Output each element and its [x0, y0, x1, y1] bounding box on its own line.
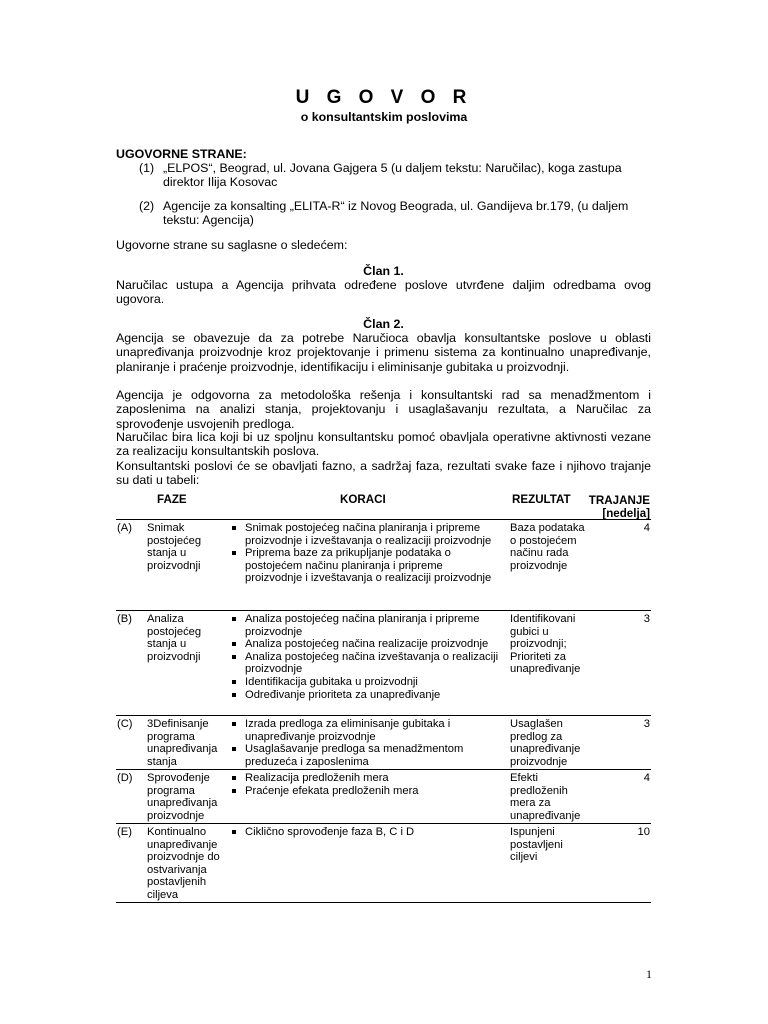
clan2-paragraph: Agencija se obavezuje da za potrebe Naručioca obavlja konsultantske poslove u oblasti unapređivanja proizvodnje kroz projektovanje i primenu sistema za kontinualno unapređivanje, planiranje i praćenje proizvodnje, identifikaciju i eliminisanje gubitaka u proizvodnji. [116, 331, 651, 374]
row-rezultat: Efekti predloženih mera za unapređivanje [510, 772, 581, 822]
list-item: Određivanje prioriteta za unapređivanje [230, 689, 502, 702]
list-item: Analiza postojećeg načina realizacije proizvodnje [230, 638, 502, 651]
header-trajanje-unit: [nedelja] [602, 507, 650, 520]
row-koraci [230, 613, 502, 701]
document-title: U G O V O R [295, 87, 473, 108]
table-row [116, 716, 651, 770]
clan1-heading: Član 1. [363, 264, 404, 278]
row-trajanje: 3 [643, 613, 650, 625]
row-koraci [230, 772, 502, 797]
list-item: Analiza postojećeg načina izveštavanja o realizaciji proizvodnje [230, 651, 502, 676]
row-id: (E) [117, 826, 132, 838]
row-faza: Snimak postojećeg stanja u proizvodnji [147, 522, 202, 572]
row-koraci [230, 718, 502, 768]
table-row [116, 770, 651, 824]
page-number: 1 [646, 967, 652, 981]
row-rezultat: Ispunjeni postavljeni ciljevi [510, 826, 563, 864]
row-rezultat: Usaglašen predlog za unapređivanje proizvodnje [510, 718, 581, 768]
clan2-heading: Član 2. [363, 317, 404, 331]
clan2-paragraph: Konsultantski poslovi će se obavljati fazno, a sadržaj faza, rezultati svake faze i njihovo trajanje su dati u tabeli: [116, 459, 651, 488]
document-subtitle: o konsultantskim poslovima [300, 110, 468, 124]
party-item [116, 199, 651, 228]
header-koraci: KORACI [340, 493, 386, 506]
row-trajanje: 3 [643, 718, 650, 730]
list-item: Priprema baze za prikupljanje podataka o postojećem načinu planiranja i pripreme proizvodnje i izveštavanja o realizaciji proizvodnje [230, 547, 502, 585]
header-faze: FAZE [157, 493, 187, 506]
clan1-text: Naručilac ustupa a Agencija prihvata određene poslove utvrđene daljim odredbama ovog ugovora. [116, 278, 651, 307]
parties-heading: UGOVORNE STRANE: [116, 147, 247, 161]
list-item: Analiza postojećeg načina planiranja i pripreme proizvodnje [230, 613, 502, 638]
row-rezultat: Baza podataka o postojećem načinu rada proizvodnje [510, 522, 585, 572]
row-trajanje: 10 [637, 826, 650, 838]
row-koraci [230, 826, 502, 839]
phases-table [116, 491, 651, 903]
row-id: (B) [117, 613, 132, 625]
row-faza: 3Definisanje programa unapređivanja stanja [147, 718, 218, 768]
list-item: Praćenje efekata predloženih mera [230, 785, 502, 798]
table-row [116, 824, 651, 903]
row-faza: Kontinualno unapređivanje proizvodnje do ostvarivanja postavljenih ciljeva [147, 826, 220, 901]
agreement-intro: Ugovorne strane su saglasne o sledećem: [116, 238, 348, 252]
row-faza: Sprovođenje programa unapređivanja proizvodnje [147, 772, 218, 822]
row-koraci [230, 522, 502, 585]
party-item [116, 161, 651, 190]
list-item: Ciklično sprovođenje faza B, C i D [230, 826, 502, 839]
row-faza: Analiza postojećeg stanja u proizvodnji [147, 613, 202, 663]
clan2-paragraph: Naručilac bira lica koji bi uz spoljnu konsultantsku pomoć obavljala operativne aktivnosti vezane za realizaciju konsultantskih poslova. [116, 430, 651, 459]
row-id: (D) [117, 772, 133, 784]
party-text: „ELPOS“, Beograd, ul. Jovana Gajgera 5 (u daljem tekstu: Naručilac), koga zastupa direktor Ilija Kosovac [163, 161, 622, 190]
table-row [116, 611, 651, 716]
party-number: (2) [139, 199, 155, 213]
header-rezultat: REZULTAT [512, 493, 571, 506]
row-id: (A) [117, 522, 132, 534]
clan2-paragraph: Agencija je odgovorna za metodološka rešenja i konsultantski rad sa menadžmentom i zaposlenima na analizi stanja, projektovanju i usaglašavanju rezultata, a Naručilac za sprovođenje usvojenih predloga. [116, 388, 651, 431]
list-item: Usaglašavanje predloga sa menadžmentom preduzeća i zaposlenima [230, 743, 502, 768]
row-trajanje: 4 [643, 522, 650, 534]
row-id: (C) [117, 718, 133, 730]
row-rezultat: Identifikovani gubici u proizvodnji; Prioriteti za unapređivanje [510, 613, 581, 676]
list-item: Identifikacija gubitaka u proizvodnji [230, 676, 502, 689]
table-header [116, 491, 651, 520]
table-row [116, 520, 651, 611]
list-item: Realizacija predloženih mera [230, 772, 502, 785]
list-item: Snimak postojećeg načina planiranja i pripreme proizvodnje i izveštavanja o realizaciji proizvodnje [230, 522, 502, 547]
row-trajanje: 4 [643, 772, 650, 784]
list-item: Izrada predloga za eliminisanje gubitaka i unapređivanje proizvodnje [230, 718, 502, 743]
header-trajanje: TRAJANJE [nedelja] [588, 494, 650, 520]
party-text: Agencije za konsalting „ELITA-R“ iz Novog Beograda, ul. Gandijeva br.179, (u daljem tekstu: Agencija) [163, 199, 629, 228]
party-number: (1) [139, 161, 155, 175]
